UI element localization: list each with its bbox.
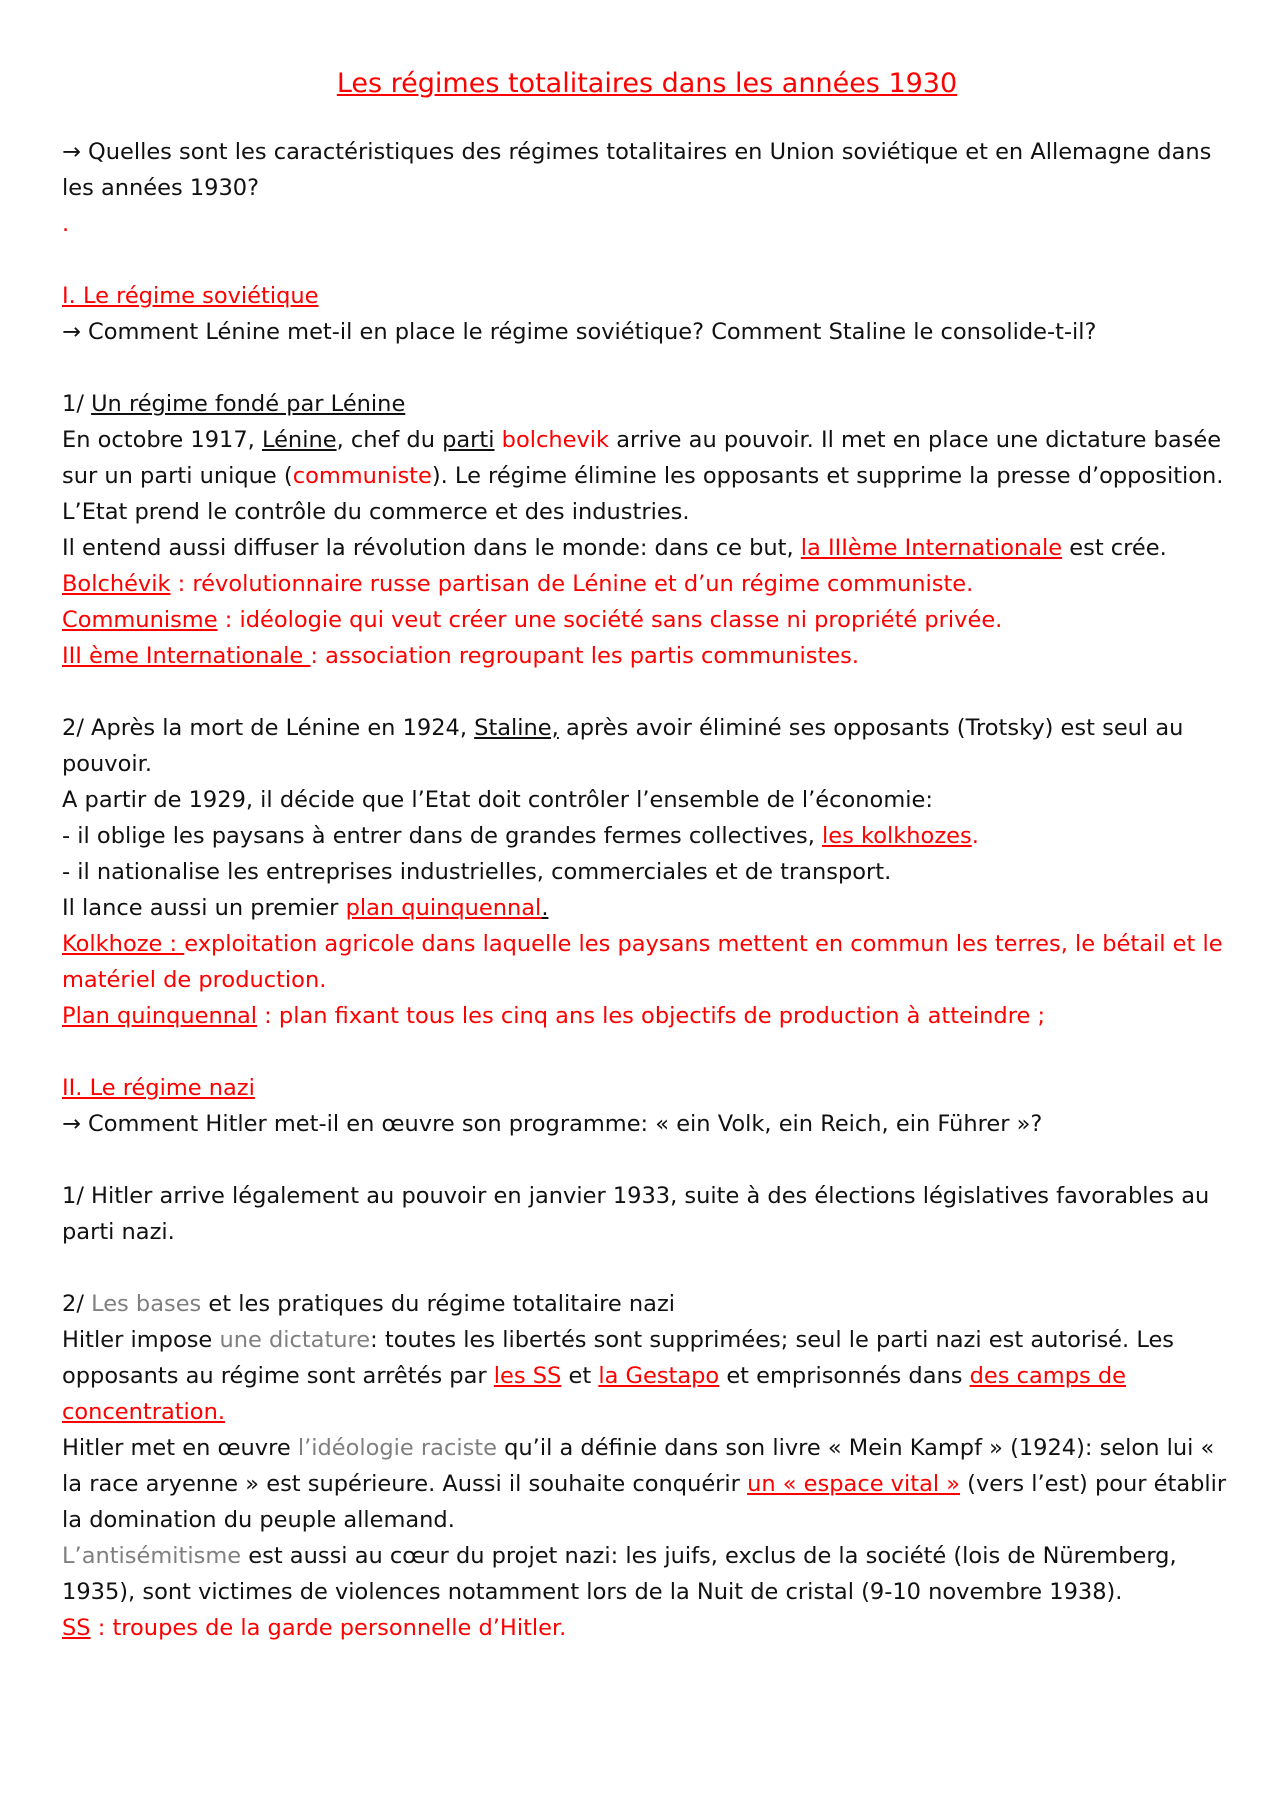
keyword-gestapo: la Gestapo <box>598 1363 720 1389</box>
definition-kolkhoze: Kolkhoze : exploitation agricole dans laquelle les paysans mettent en commun les terres, le bétail et le matériel de production. <box>62 931 1223 993</box>
intro-question: → Quelles sont les caractéristiques des régimes totalitaires en Union soviétique et en Allemagne dans les années 1930? <box>62 139 1212 201</box>
section-1-part-1-paragraph-2: Il entend aussi diffuser la révolution dans le monde: dans ce but, la IIIème Internationale est crée. <box>62 535 1167 561</box>
definition-plan-quinquennal: Plan quinquennal : plan fixant tous les cinq ans les objectifs de production à atteindre ; <box>62 1003 1046 1029</box>
definition-internationale: III ème Internationale : association regroupant les partis communistes. <box>62 643 860 669</box>
section-1-part-2-bullet-1: - il oblige les paysans à entrer dans de grandes fermes collectives, les kolkhozes. <box>62 823 979 849</box>
keyword-staline: Staline, <box>474 715 559 741</box>
section-2-part-2-paragraph-2: Hitler met en œuvre l’idéologie raciste qu’il a définie dans son livre « Mein Kampf » (1924): selon lui « la race aryenne » est supérieure. Aussi il souhaite conquérir un « espace vital » (vers l’est) pour établir la domination du peuple allemand. <box>62 1435 1227 1533</box>
section-2-part-2-title: 2/ Les bases et les pratiques du régime totalitaire nazi <box>62 1291 676 1317</box>
intro-dot: . <box>62 211 70 237</box>
section-1-part-1-paragraph: En octobre 1917, Lénine, chef du parti bolchevik arrive au pouvoir. Il met en place une dictature basée sur un parti unique (communiste). Le régime élimine les opposants et supprime la presse d’opposition. L’Etat prend le contrôle du commerce et des industries. <box>62 427 1224 525</box>
definition-communisme: Communisme : idéologie qui veut créer une société sans classe ni propriété privée. <box>62 607 1003 633</box>
keyword-lenine: Lénine <box>261 427 337 453</box>
section-1-heading: I. Le régime soviétique <box>62 283 319 309</box>
section-2-question: → Comment Hitler met-il en œuvre son programme: « ein Volk, ein Reich, ein Führer »? <box>62 1111 1043 1137</box>
section-2-part-2-paragraph-3: L’antisémitisme est aussi au cœur du projet nazi: les juifs, exclus de la société (lois de Nüremberg, 1935), sont victimes de violences notamment lors de la Nuit de cristal (9-10 novembre 1938). <box>62 1543 1177 1605</box>
section-1-question: → Comment Lénine met-il en place le régime soviétique? Comment Staline le consolide-t-il? <box>62 319 1097 345</box>
keyword-antisemitisme: L’antisémitisme <box>62 1543 242 1569</box>
keyword-internationale: la IIIème Internationale <box>800 535 1063 561</box>
section-1-part-2-line-plan: Il lance aussi un premier plan quinquennal. <box>62 895 549 921</box>
keyword-ss: les SS <box>493 1363 562 1389</box>
keyword-plan-quinquennal: plan quinquennal <box>345 895 542 921</box>
arrow-icon: → <box>62 139 81 165</box>
keyword-espace-vital: un « espace vital » <box>747 1471 961 1497</box>
section-2-heading: II. Le régime nazi <box>62 1075 255 1101</box>
section-2-part-1-paragraph: 1/ Hitler arrive légalement au pouvoir en janvier 1933, suite à des élections législatives favorables au parti nazi. <box>62 1183 1210 1245</box>
arrow-icon: → <box>62 319 81 345</box>
page-title: Les régimes totalitaires dans les années 1930 <box>336 68 958 99</box>
document-body <box>62 60 1232 1646</box>
section-1-part-2-line: A partir de 1929, il décide que l’Etat doit contrôler l’ensemble de l’économie: <box>62 787 933 813</box>
keyword-ideologie: l’idéologie raciste <box>297 1435 497 1461</box>
section-1-part-1-title: 1/ Un régime fondé par Lénine <box>62 391 406 417</box>
keyword-bolchevik: bolchevik <box>501 427 610 453</box>
section-1-part-2-paragraph: 2/ Après la mort de Lénine en 1924, Staline, après avoir éliminé ses opposants (Trotsky) est seul au pouvoir. <box>62 715 1184 777</box>
keyword-dictature: une dictature <box>219 1327 371 1353</box>
definition-ss: SS : troupes de la garde personnelle d’Hitler. <box>62 1615 567 1641</box>
keyword-camps: des camps de concentration. <box>62 1363 1126 1425</box>
arrow-icon: → <box>62 1111 81 1137</box>
keyword-communiste: communiste <box>292 463 432 489</box>
section-1-part-2-bullet-2: - il nationalise les entreprises industrielles, commerciales et de transport. <box>62 859 892 885</box>
keyword-parti: parti <box>442 427 495 453</box>
section-2-part-2-paragraph: Hitler impose une dictature: toutes les libertés sont supprimées; seul le parti nazi est autorisé. Les opposants au régime sont arrêtés par les SS et la Gestapo et emprisonnés dans des camps de concentration. <box>62 1327 1175 1425</box>
definition-bolchevik: Bolchévik : révolutionnaire russe partisan de Lénine et d’un régime communiste. <box>62 571 974 597</box>
keyword-kolkhozes: les kolkhozes <box>822 823 972 849</box>
